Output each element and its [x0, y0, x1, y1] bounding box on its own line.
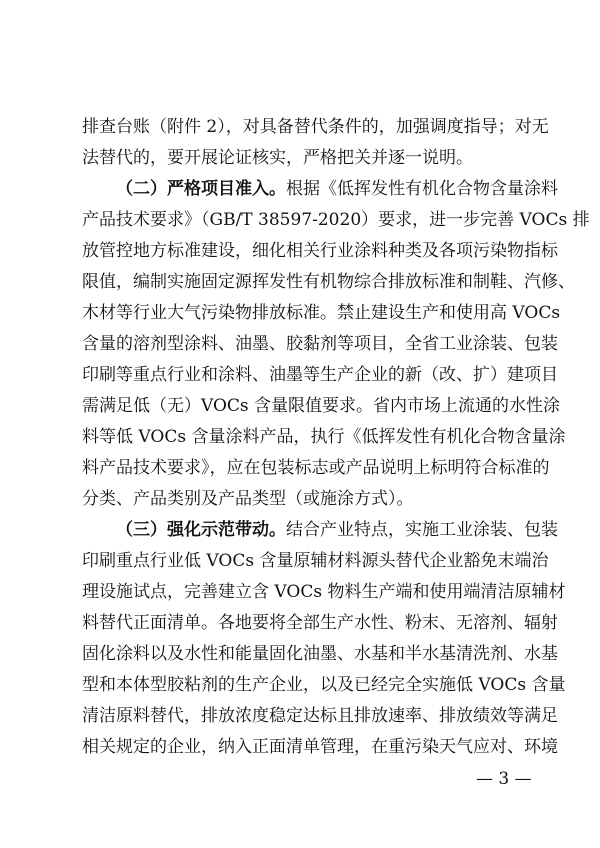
text-line: 印刷等重点行业和涂料、油墨等生产企业的新（改、扩）建项目 [82, 365, 558, 385]
text-line: 料等低 VOCs 含量涂料产品，执行《低挥发性有机化合物含量涂 [82, 427, 566, 447]
text-line: 相关规定的企业，纳入正面清单管理，在重污染天气应对、环境 [82, 737, 558, 757]
section-heading-line: （三）强化示范带动。结合产业特点，实施工业涂装、包装 [116, 520, 558, 540]
text-line: 印刷重点行业低 VOCs 含量原辅材料源头替代企业豁免末端治 [82, 551, 549, 571]
text-line: 分类、产品类别及产品类型（或施涂方式）。 [82, 489, 414, 509]
text-line: 固化涂料以及水性和能量固化油墨、水基和半水基清洗剂、水基 [82, 644, 558, 664]
text-line: 限值，编制实施固定源挥发性有机物综合排放标准和制鞋、汽修、 [82, 272, 575, 292]
section-heading-line: （二）严格项目准入。根据《低挥发性有机化合物含量涂料 [116, 179, 558, 199]
text-line: 放管控地方标准建设，细化相关行业涂料种类及各项污染物指标 [82, 241, 558, 261]
text-line: 需满足低（无）VOCs 含量限值要求。省内市场上流通的水性涂 [82, 396, 561, 416]
text-line: 排查台账（附件 2），对具备替代条件的，加强调度指导；对无 [82, 117, 549, 137]
text-line: 料产品技术要求》，应在包装标志或产品说明上标明符合标准的 [82, 458, 550, 478]
text-line: 木材等行业大气污染物排放标准。禁止建设生产和使用高 VOCs [82, 303, 561, 323]
text-line: 型和本体型胶粘剂的生产企业，以及已经完全实施低 VOCs 含量 [82, 675, 566, 695]
text-line: 清洁原料替代，排放浓度稳定达标且排放速率、排放绩效等满足 [82, 706, 558, 726]
page-number: — 3 — [476, 769, 532, 789]
text-line: 产品技术要求》（GB/T 38597-2020）要求，进一步完善 VOCs 排 [82, 210, 590, 230]
section-heading: （三）强化示范带动。 [116, 520, 286, 540]
section-heading: （二）严格项目准入。 [116, 179, 286, 199]
text-line: 含量的溶剂型涂料、油墨、胶黏剂等项目，全省工业涂装、包装 [82, 334, 558, 354]
text-line: 料替代正面清单。各地要将全部生产水性、粉末、无溶剂、辐射 [82, 613, 558, 633]
text-line: 理设施试点，完善建立含 VOCs 物料生产端和使用端清洁原辅材 [82, 582, 566, 602]
text-line: 法替代的，要开展论证核实，严格把关并逐一说明。 [82, 148, 473, 168]
